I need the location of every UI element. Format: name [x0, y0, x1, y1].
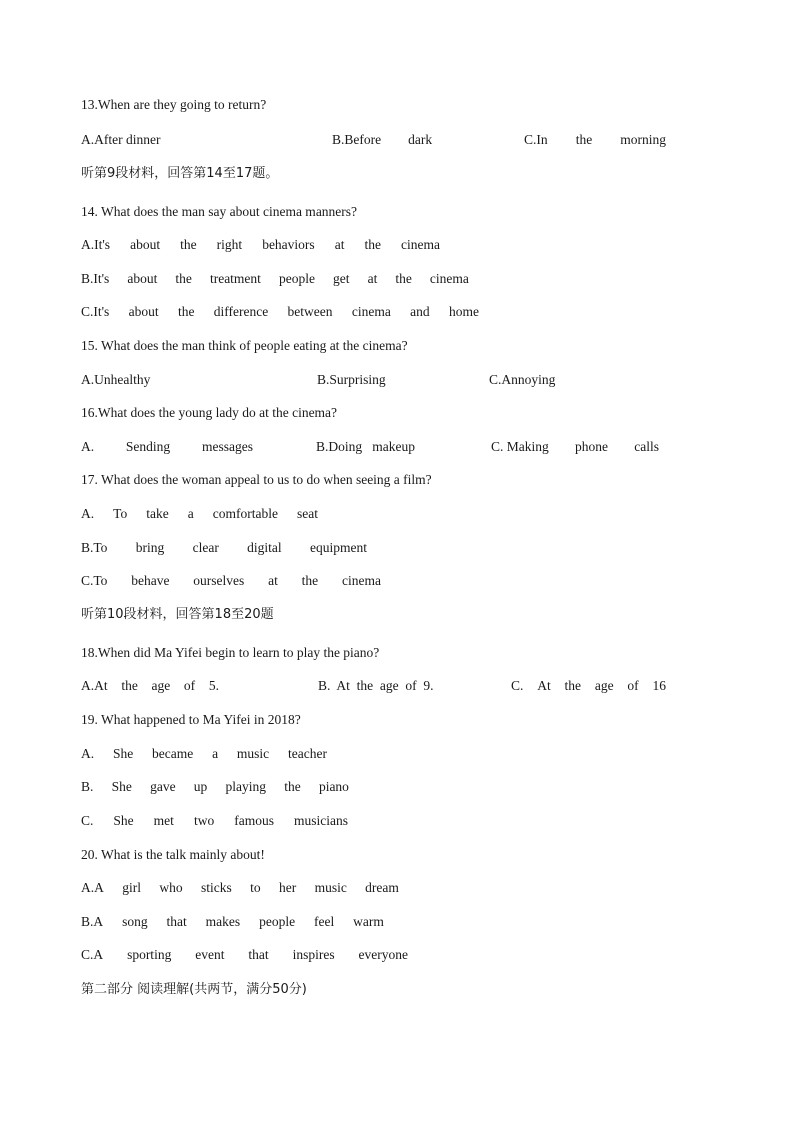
word: who [159, 880, 183, 895]
word: A.It's [81, 237, 111, 252]
word: Sending [125, 439, 171, 454]
q19-question: 19. What happened to Ma Yifei in 2018? [81, 712, 301, 727]
word: girl [122, 880, 141, 895]
word: clear [192, 540, 219, 555]
q15-option-a: A.Unhealthy [81, 372, 151, 387]
word: At [537, 678, 551, 693]
q15-option-c: C.Annoying [489, 372, 556, 387]
word: famous [234, 813, 274, 828]
q16-option-a [81, 438, 253, 456]
word: that [248, 947, 269, 962]
word: ourselves [193, 573, 245, 588]
word: music [236, 746, 270, 761]
word: age [594, 678, 614, 693]
word: calls [634, 439, 659, 454]
word: seat [297, 506, 318, 521]
word: She [111, 779, 132, 794]
q16-question: 16.What does the young lady do at the cinema? [81, 405, 338, 420]
word: dream [365, 880, 399, 895]
q17-option-a [81, 505, 318, 523]
word: C. Making [491, 439, 549, 454]
word: equipment [309, 540, 367, 555]
word: A. [81, 746, 95, 761]
word: B.A [81, 914, 104, 929]
word: morning [620, 132, 666, 147]
word: She [113, 813, 134, 828]
q13-options [81, 131, 666, 149]
word: that [166, 914, 187, 929]
word: bring [135, 540, 165, 555]
q14-question: 14. What does the man say about cinema manners? [81, 204, 358, 219]
word: playing [225, 779, 266, 794]
word: treatment [209, 271, 261, 286]
word: C. [81, 813, 94, 828]
word: gave [150, 779, 176, 794]
q20-question: 20. What is the talk mainly about! [81, 847, 265, 862]
q18-option-b: B. At the age of 9. [318, 678, 434, 693]
q20-option-a [81, 879, 399, 897]
q17-option-b [81, 539, 367, 557]
word: people [278, 271, 315, 286]
word: the [301, 573, 319, 588]
word: makes [205, 914, 241, 929]
q20-option-b [81, 913, 384, 931]
word: sporting [127, 947, 172, 962]
q18-option-c [511, 677, 666, 695]
q20-option-c [81, 946, 408, 964]
q17-option-c [81, 572, 381, 590]
word: A. [81, 439, 95, 454]
word: a [212, 746, 219, 761]
word: music [314, 880, 347, 895]
word: at [334, 237, 345, 252]
word: To [113, 506, 128, 521]
word: She [112, 746, 134, 761]
q14-option-c [81, 303, 479, 321]
word: met [153, 813, 174, 828]
word: right [216, 237, 243, 252]
word: C.It's [81, 304, 110, 319]
word: of [183, 678, 196, 693]
word: age [151, 678, 171, 693]
q19-option-b [81, 778, 349, 796]
word: behaviors [262, 237, 315, 252]
word: home [448, 304, 479, 319]
q18-option-a [81, 677, 219, 695]
word: two [193, 813, 215, 828]
word: musicians [293, 813, 348, 828]
word: of [627, 678, 639, 693]
word: cinema [351, 304, 391, 319]
word: at [367, 271, 378, 286]
word: piano [318, 779, 349, 794]
word: the [575, 132, 593, 147]
q19-option-c [81, 812, 348, 830]
word: people [259, 914, 296, 929]
word: a [187, 506, 194, 521]
q16-option-b: B.Doing makeup [316, 439, 415, 454]
word: A.At [81, 678, 108, 693]
q15-question: 15. What does the man think of people eating at the cinema? [81, 338, 408, 353]
word: cinema [429, 271, 469, 286]
q17-question: 17. What does the woman appeal to us to do when seeing a film? [81, 472, 432, 487]
word: B.To [81, 540, 108, 555]
q19-option-a [81, 745, 327, 763]
q15-option-b: B.Surprising [317, 372, 386, 387]
word: get [333, 271, 350, 286]
word: about [130, 237, 161, 252]
word: about [127, 271, 158, 286]
word: song [122, 914, 148, 929]
word: B. [81, 779, 94, 794]
word: 16 [652, 678, 666, 693]
word: cinema [341, 573, 381, 588]
word: feel [314, 914, 335, 929]
section-10-instruction: 听第10段材料，回答第18至20题 [81, 607, 274, 622]
word: the [175, 271, 192, 286]
q16-option-c [491, 438, 659, 456]
word: sticks [200, 880, 232, 895]
q14-option-b [81, 270, 469, 288]
word: difference [213, 304, 269, 319]
word: to [250, 880, 261, 895]
q13-question: 13.When are they going to return? [81, 97, 267, 112]
word: about [128, 304, 159, 319]
word: up [193, 779, 208, 794]
word: between [287, 304, 333, 319]
word: phone [575, 439, 608, 454]
word: teacher [287, 746, 327, 761]
word: the [180, 237, 197, 252]
word: messages [201, 439, 253, 454]
word: 5. [208, 678, 219, 693]
word: the [284, 779, 301, 794]
q13-option-b: B.Before dark [332, 132, 433, 147]
q16-options [81, 438, 666, 456]
q13-option-a: A.After dinner [81, 132, 161, 147]
word: the [564, 678, 582, 693]
q18-question: 18.When did Ma Yifei begin to learn to play the piano? [81, 645, 380, 660]
word: C.In [524, 132, 548, 147]
q14-option-a [81, 236, 440, 254]
word: the [364, 237, 381, 252]
part-2-heading: 第二部分 阅读理解(共两节，满分50分) [81, 982, 307, 997]
word: comfortable [212, 506, 278, 521]
word: her [278, 880, 297, 895]
word: take [146, 506, 169, 521]
word: event [195, 947, 225, 962]
word: cinema [401, 237, 440, 252]
word: became [152, 746, 194, 761]
word: and [410, 304, 430, 319]
word: digital [247, 540, 282, 555]
q15-options [81, 371, 666, 389]
section-9-instruction: 听第9段材料，回答第14至17题。 [81, 166, 279, 181]
word: A.A [81, 880, 104, 895]
word: C.A [81, 947, 104, 962]
word: C.To [81, 573, 108, 588]
word: the [121, 678, 138, 693]
word: warm [353, 914, 384, 929]
word: B.It's [81, 271, 110, 286]
word: at [268, 573, 278, 588]
q18-options [81, 677, 666, 695]
word: behave [131, 573, 170, 588]
word: A. [81, 506, 95, 521]
word: the [395, 271, 412, 286]
q13-option-c [524, 131, 666, 149]
word: inspires [292, 947, 335, 962]
word: C. [511, 678, 524, 693]
word: everyone [358, 947, 408, 962]
word: the [177, 304, 195, 319]
